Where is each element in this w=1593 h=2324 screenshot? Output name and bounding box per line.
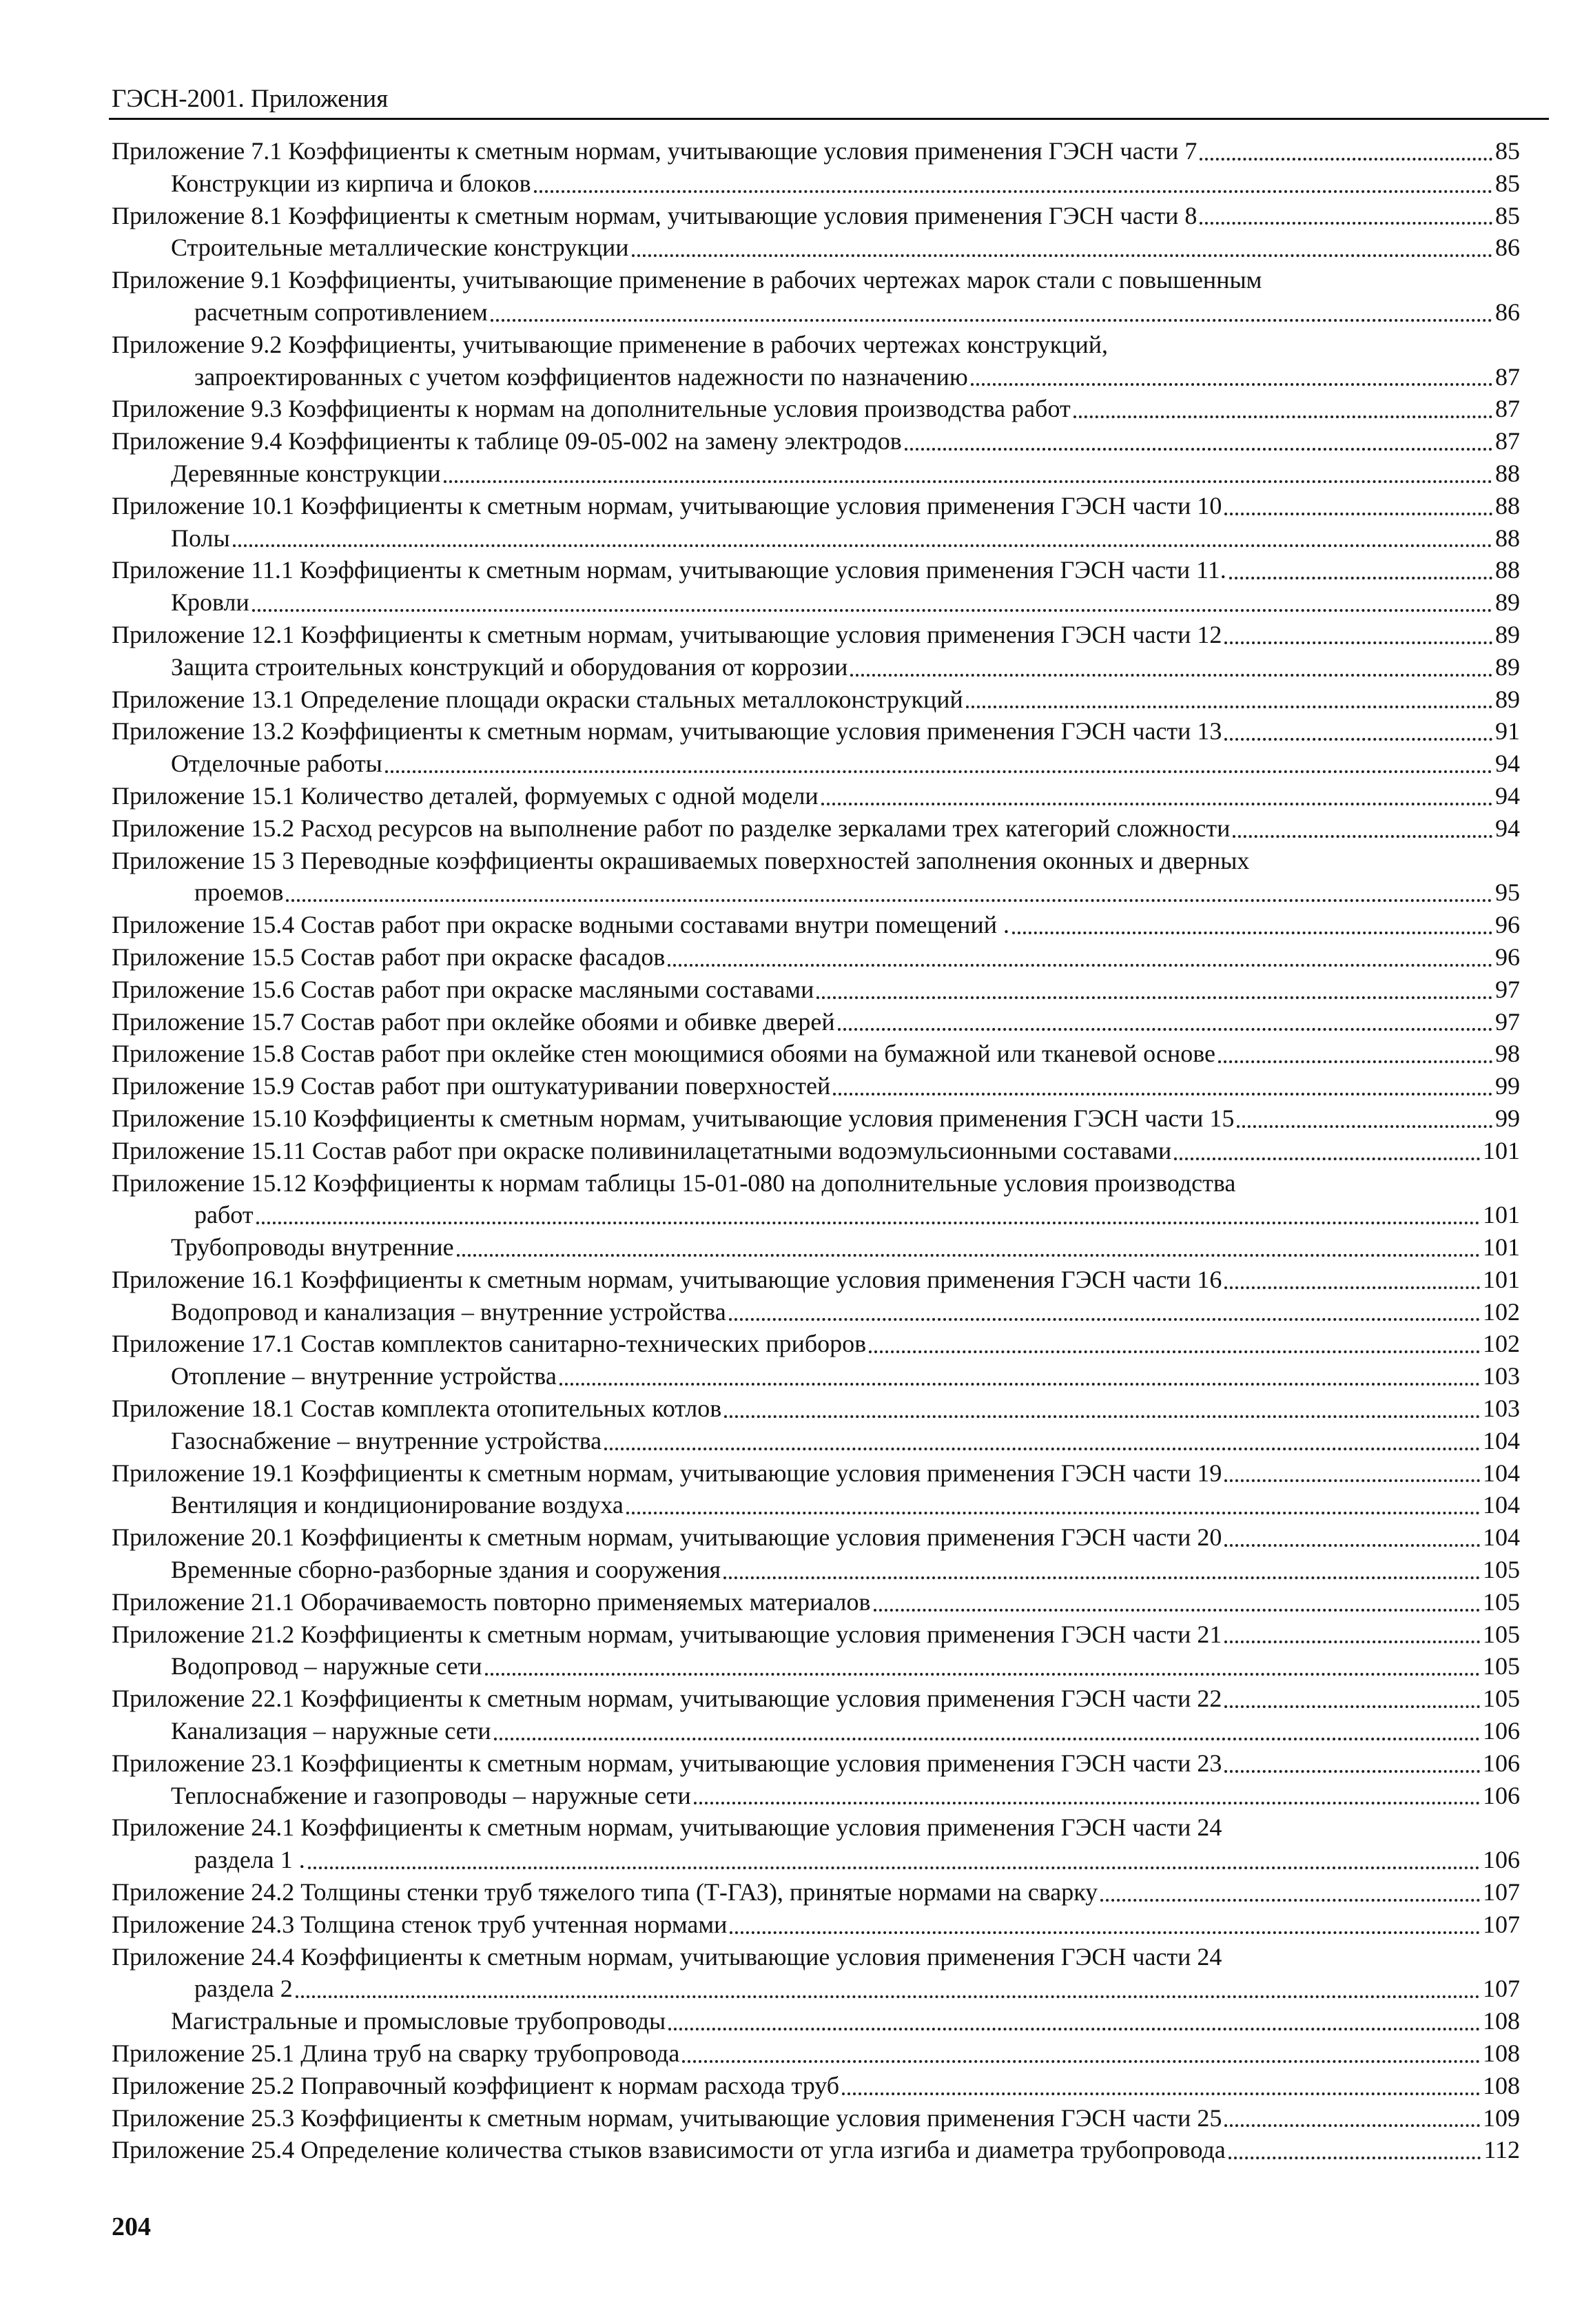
toc-entry <box>112 1909 1520 1941</box>
dot-leader <box>1012 931 1492 934</box>
dot-leader <box>1073 415 1492 418</box>
toc-entry <box>112 1102 1520 1135</box>
toc-entry-title: Приложение 25.3 Коэффициенты к сметным нормам, учитывающие условия применения ГЭСН части 25 <box>112 2104 1222 2132</box>
toc-entry-title: Конструкции из кирпича и блоков <box>171 169 531 197</box>
dot-leader <box>559 1382 1480 1386</box>
dot-leader <box>1224 1543 1480 1547</box>
dot-leader <box>1224 1479 1480 1482</box>
toc-entry-title: Отопление – внутренние устройства <box>171 1362 557 1390</box>
toc-entry-page: 91 <box>1495 717 1520 745</box>
toc-entry-title: Приложение 19.1 Коэффициенты к сметным нормам, учитывающие условия применения ГЭСН части 19 <box>112 1459 1222 1487</box>
toc-entry-page: 105 <box>1483 1685 1520 1713</box>
dot-leader <box>494 1737 1480 1740</box>
toc-entry-title: Вентиляция и кондиционирование воздуха <box>171 1491 624 1519</box>
toc-entry <box>112 1264 1520 1296</box>
dot-leader <box>668 963 1492 967</box>
dot-leader <box>682 2059 1480 2063</box>
toc-entry-page: 101 <box>1483 1233 1520 1262</box>
dot-leader <box>1233 834 1492 838</box>
toc-entry-title: Приложение 15.11 Состав работ при окраске поливинилацетатными водоэмульсионными составами <box>112 1136 1172 1164</box>
dot-leader <box>256 1221 1480 1224</box>
toc-entry-page: 89 <box>1495 652 1520 681</box>
dot-leader <box>816 996 1492 999</box>
toc-entry-page: 97 <box>1495 975 1520 1003</box>
dot-leader <box>724 1415 1480 1418</box>
dot-leader <box>1224 1286 1480 1289</box>
toc-entry-title-continued: запроектированных с учетом коэффициентов надежности по назначению <box>194 362 968 391</box>
toc-entry-page: 88 <box>1495 556 1520 584</box>
dot-leader <box>1100 1898 1480 1902</box>
dot-leader <box>821 802 1492 805</box>
toc-entry <box>112 2134 1520 2166</box>
toc-entry-page: 108 <box>1483 2039 1520 2068</box>
toc-entry-page: 88 <box>1495 491 1520 520</box>
toc-entry-page: 104 <box>1483 1459 1520 1487</box>
toc-section-entry <box>112 1489 1520 1521</box>
toc-entry-page: 94 <box>1495 781 1520 810</box>
toc-entry-page: 89 <box>1495 685 1520 713</box>
toc-entry-title: Приложение 21.2 Коэффициенты к сметным нормам, учитывающие условия применения ГЭСН части 21 <box>112 1620 1222 1648</box>
toc-entry-page: 89 <box>1495 620 1520 648</box>
dot-leader <box>1229 2156 1481 2159</box>
table-of-contents <box>112 135 1520 2166</box>
toc-entry-title: Приложение 16.1 Коэффициенты к сметным нормам, учитывающие условия применения ГЭСН части 16 <box>112 1265 1222 1293</box>
toc-entry-page: 105 <box>1483 1652 1520 1680</box>
toc-entry-title: Газоснабжение – внутренние устройства <box>171 1426 602 1454</box>
dot-leader <box>491 318 1492 322</box>
toc-entry <box>112 1747 1520 1780</box>
toc-entry <box>112 974 1520 1006</box>
toc-entry-page: 102 <box>1483 1330 1520 1358</box>
toc-entry-title: Приложение 24.3 Толщина стенок труб учтенная нормами <box>112 1910 728 1938</box>
toc-section-entry <box>112 1360 1520 1392</box>
toc-entry-page: 105 <box>1483 1556 1520 1584</box>
dot-leader <box>626 1511 1480 1514</box>
toc-entry-title: Приложение 13.1 Определение площади окраски стальных металлоконструкций <box>112 685 963 713</box>
dot-leader <box>444 480 1492 483</box>
dot-leader <box>1200 221 1492 225</box>
toc-entry-title: Приложение 17.1 Состав комплектов санитарно-технических приборов <box>112 1330 867 1358</box>
toc-entry <box>112 2102 1520 2135</box>
toc-entry-page: 85 <box>1495 201 1520 229</box>
toc-entry <box>112 941 1520 974</box>
toc-entry-page: 109 <box>1483 2104 1520 2132</box>
toc-entry-title: Приложение 24.1 Коэффициенты к сметным нормам, учитывающие условия применения ГЭСН части 24 <box>112 1813 1222 1842</box>
toc-entry-page: 103 <box>1483 1362 1520 1390</box>
toc-entry-continuation <box>112 361 1520 393</box>
dot-leader <box>1200 157 1492 161</box>
toc-entry-title: Приложение 24.4 Коэффициенты к сметным нормам, учитывающие условия применения ГЭСН части 24 <box>112 1942 1222 1971</box>
toc-entry-title: Приложение 15.2 Расход ресурсов на выполнение работ по разделке зеркалами трех категорий сложности <box>112 814 1231 842</box>
toc-entry-page: 87 <box>1495 362 1520 391</box>
toc-entry <box>112 1876 1520 1909</box>
toc-entry <box>112 683 1520 716</box>
dot-leader <box>966 705 1492 708</box>
toc-entry-title: Приложение 25.4 Определение количества стыков взависимости от угла изгиба и диаметра трубопровода <box>112 2136 1226 2164</box>
dot-leader <box>1224 1640 1480 1643</box>
toc-entry <box>112 1038 1520 1070</box>
toc-section-entry <box>112 2005 1520 2037</box>
toc-entry-title: Деревянные конструкции <box>171 459 441 487</box>
toc-entry <box>112 200 1520 232</box>
dot-leader <box>971 382 1492 386</box>
toc-entry <box>112 909 1520 941</box>
toc-entry-title: Приложение 11.1 Коэффициенты к сметным нормам, учитывающие условия применения ГЭСН части 11. <box>112 556 1226 584</box>
toc-entry-title: Приложение 25.1 Длина труб на сварку трубопровода <box>112 2039 680 2068</box>
toc-entry-title: Канализация – наружные сети <box>171 1717 491 1745</box>
toc-entry-page: 99 <box>1495 1072 1520 1100</box>
toc-entry <box>112 1392 1520 1425</box>
toc-entry <box>112 554 1520 586</box>
toc-entry-title: Приложение 18.1 Состав комплекта отопительных котлов <box>112 1395 722 1423</box>
toc-entry-title: Приложение 9.2 Коэффициенты, учитывающие применение в рабочих чертежах конструкций, <box>112 330 1109 358</box>
dot-leader <box>1237 1124 1492 1128</box>
toc-entry-continuation <box>112 876 1520 909</box>
dot-leader <box>833 1092 1492 1096</box>
dot-leader <box>308 1866 1480 1869</box>
toc-entry-page: 107 <box>1483 1878 1520 1906</box>
toc-section-entry <box>112 457 1520 490</box>
toc-entry-title: Приложение 9.3 Коэффициенты к нормам на дополнительные условия производства работ <box>112 395 1071 423</box>
toc-entry-title-continued: проемов <box>194 878 284 907</box>
dot-leader <box>1224 641 1492 644</box>
dot-leader <box>485 1672 1480 1676</box>
toc-entry-title: Отделочные работы <box>171 750 382 778</box>
toc-entry <box>112 1811 1520 1876</box>
dot-leader <box>1224 737 1492 741</box>
toc-entry <box>112 780 1520 812</box>
dot-leader <box>869 1350 1480 1353</box>
toc-entry <box>112 619 1520 651</box>
toc-entry-page: 101 <box>1483 1201 1520 1229</box>
toc-entry-page: 105 <box>1483 1620 1520 1648</box>
dot-leader <box>1229 576 1492 579</box>
toc-entry <box>112 845 1520 909</box>
page-number: 204 <box>112 2212 151 2241</box>
toc-entry-continuation <box>112 1199 1520 1231</box>
toc-section-entry <box>112 1425 1520 1457</box>
toc-entry-title: Строительные металлические конструкции <box>171 234 629 262</box>
toc-entry-title: Водопровод – наружные сети <box>171 1652 482 1680</box>
toc-entry-page: 101 <box>1483 1265 1520 1293</box>
toc-entry-page: 87 <box>1495 395 1520 423</box>
dot-leader <box>850 673 1492 677</box>
toc-section-entry <box>112 586 1520 619</box>
toc-entry-page: 97 <box>1495 1007 1520 1036</box>
toc-entry <box>112 1135 1520 1167</box>
dot-leader <box>1174 1157 1480 1160</box>
toc-section-entry <box>112 1554 1520 1586</box>
toc-section-entry <box>112 1231 1520 1264</box>
toc-entry <box>112 1167 1520 1232</box>
toc-entry-page: 104 <box>1483 1426 1520 1454</box>
dot-leader <box>534 189 1492 193</box>
dot-leader <box>874 1608 1481 1612</box>
toc-entry-title: Теплоснабжение и газопроводы – наружные сети <box>171 1781 691 1809</box>
toc-entry <box>112 1070 1520 1102</box>
toc-section-entry <box>112 748 1520 780</box>
toc-entry <box>112 812 1520 845</box>
dot-leader <box>694 1801 1480 1804</box>
running-header: ГЭСН-2001. Приложения <box>112 85 389 113</box>
toc-entry-title: Приложение 12.1 Коэффициенты к сметным нормам, учитывающие условия применения ГЭСН части 12 <box>112 620 1222 648</box>
toc-entry-title: Приложение 15.6 Состав работ при окраске масляными составами <box>112 975 814 1003</box>
toc-entry <box>112 490 1520 522</box>
toc-entry-page: 106 <box>1483 1749 1520 1777</box>
toc-section-entry <box>112 522 1520 555</box>
toc-entry-title: Приложение 22.1 Коэффициенты к сметным нормам, учитывающие условия применения ГЭСН части 22 <box>112 1685 1222 1713</box>
toc-entry <box>112 2037 1520 2070</box>
toc-entry-title: Трубопроводы внутренние <box>171 1233 454 1262</box>
dot-leader <box>1224 2124 1480 2127</box>
dot-leader <box>286 898 1492 902</box>
toc-entry-page: 96 <box>1495 943 1520 971</box>
toc-entry <box>112 425 1520 457</box>
toc-entry-title-continued: расчетным сопротивлением <box>194 298 488 326</box>
toc-entry-page: 106 <box>1483 1781 1520 1809</box>
toc-entry-page: 86 <box>1495 234 1520 262</box>
toc-entry-page: 101 <box>1483 1136 1520 1164</box>
toc-entry-page: 89 <box>1495 588 1520 617</box>
dot-leader <box>296 1995 1480 1998</box>
toc-section-entry <box>112 1650 1520 1683</box>
toc-entry-page: 99 <box>1495 1104 1520 1132</box>
toc-entry <box>112 2070 1520 2102</box>
toc-entry-title: Приложение 13.2 Коэффициенты к сметным нормам, учитывающие условия применения ГЭСН части 13 <box>112 717 1222 745</box>
toc-entry <box>112 135 1520 167</box>
dot-leader <box>1218 1060 1492 1063</box>
toc-entry-title: Приложение 10.1 Коэффициенты к сметным нормам, учитывающие условия применения ГЭСН части 10 <box>112 491 1222 520</box>
toc-entry-title: Приложение 20.1 Коэффициенты к сметным нормам, учитывающие условия применения ГЭСН части 20 <box>112 1523 1222 1552</box>
toc-entry-title: Полы <box>171 524 230 552</box>
toc-entry-page: 88 <box>1495 459 1520 487</box>
toc-entry-page: 104 <box>1483 1491 1520 1519</box>
toc-entry <box>112 1006 1520 1038</box>
toc-entry <box>112 264 1520 329</box>
toc-entry <box>112 1586 1520 1618</box>
toc-section-entry <box>112 1715 1520 1747</box>
dot-leader <box>842 2092 1480 2095</box>
toc-entry-title: Временные сборно-разборные здания и сооружения <box>171 1556 721 1584</box>
toc-entry-title: Приложение 15 3 Переводные коэффициенты окрашиваемых поверхностей заполнения оконных и дверных <box>112 846 1250 874</box>
toc-entry-title: Приложение 15.4 Состав работ при окраске водными составами внутри помещений . <box>112 911 1009 939</box>
dot-leader <box>385 770 1492 773</box>
toc-entry-page: 88 <box>1495 524 1520 552</box>
toc-entry-title: Приложение 7.1 Коэффициенты к сметным нормам, учитывающие условия применения ГЭСН части 7 <box>112 137 1198 165</box>
toc-entry-title: Приложение 8.1 Коэффициенты к сметным нормам, учитывающие условия применения ГЭСН части 8 <box>112 201 1198 229</box>
toc-entry <box>112 329 1520 393</box>
toc-entry-title: Приложение 9.1 Коэффициенты, учитывающие применение в рабочих чертежах марок стали с повышенным <box>112 266 1262 294</box>
toc-entry-title: Приложение 23.1 Коэффициенты к сметным нормам, учитывающие условия применения ГЭСН части 23 <box>112 1749 1222 1777</box>
dot-leader <box>252 608 1492 612</box>
toc-entry-page: 112 <box>1483 2136 1520 2164</box>
toc-section-entry <box>112 1780 1520 1812</box>
dot-leader <box>632 254 1492 257</box>
toc-entry-title: Приложение 15.1 Количество деталей, формуемых с одной модели <box>112 781 819 810</box>
dot-leader <box>668 2027 1480 2030</box>
toc-section-entry <box>112 167 1520 200</box>
dot-leader <box>905 447 1492 451</box>
toc-entry-title-continued: работ <box>194 1201 254 1229</box>
toc-entry-page: 94 <box>1495 750 1520 778</box>
toc-entry-title: Приложение 24.2 Толщины стенки труб тяжелого типа (Т-ГАЗ), принятые нормами на сварку <box>112 1878 1098 1906</box>
toc-entry <box>112 1941 1520 2006</box>
toc-entry-page: 105 <box>1483 1587 1520 1616</box>
toc-entry-page: 104 <box>1483 1523 1520 1552</box>
dot-leader <box>233 544 1492 547</box>
toc-entry-page: 98 <box>1495 1040 1520 1068</box>
toc-entry-page: 94 <box>1495 814 1520 842</box>
toc-entry-page: 87 <box>1495 427 1520 455</box>
toc-entry-page: 106 <box>1483 1846 1520 1874</box>
toc-entry <box>112 1521 1520 1554</box>
toc-entry-continuation <box>112 1844 1520 1876</box>
toc-entry-page: 96 <box>1495 911 1520 939</box>
toc-entry-page: 108 <box>1483 2071 1520 2099</box>
dot-leader <box>723 1576 1480 1579</box>
toc-entry-title: Водопровод и канализация – внутренние устройства <box>171 1297 726 1326</box>
toc-entry <box>112 1618 1520 1651</box>
toc-entry-title: Приложение 15.9 Состав работ при оштукатуривании поверхностей <box>112 1072 831 1100</box>
toc-entry-title: Приложение 15.5 Состав работ при окраске фасадов <box>112 943 666 971</box>
toc-entry <box>112 715 1520 748</box>
toc-entry-title: Приложение 9.4 Коэффициенты к таблице 09-05-002 на замену электродов <box>112 427 902 455</box>
toc-entry-page: 102 <box>1483 1297 1520 1326</box>
toc-entry-title: Приложение 15.12 Коэффициенты к нормам таблицы 15-01-080 на дополнительные условия производства <box>112 1169 1236 1197</box>
toc-entry-page: 107 <box>1483 1975 1520 2003</box>
toc-entry-page: 107 <box>1483 1910 1520 1938</box>
toc-entry-title: Приложение 15.10 Коэффициенты к сметным нормам, учитывающие условия применения ГЭСН части 15 <box>112 1104 1235 1132</box>
toc-entry <box>112 1328 1520 1360</box>
toc-entry-continuation <box>112 296 1520 329</box>
toc-entry-continuation <box>112 1973 1520 2005</box>
toc-entry-title-continued: раздела 2 <box>194 1975 293 2003</box>
toc-entry-title: Магистральные и промысловые трубопроводы <box>171 2007 666 2035</box>
dot-leader <box>604 1447 1480 1450</box>
toc-entry-title: Приложение 21.1 Оборачиваемость повторно применяемых материалов <box>112 1587 871 1616</box>
toc-entry-page: 85 <box>1495 169 1520 197</box>
toc-section-entry <box>112 232 1520 264</box>
dot-leader <box>729 1317 1480 1321</box>
toc-entry-page: 106 <box>1483 1717 1520 1745</box>
dot-leader <box>1224 1705 1480 1708</box>
toc-section-entry <box>112 1296 1520 1328</box>
dot-leader <box>838 1027 1492 1031</box>
toc-section-entry <box>112 651 1520 683</box>
header-rule <box>109 118 1549 120</box>
toc-entry-page: 85 <box>1495 137 1520 165</box>
toc-entry-page: 86 <box>1495 298 1520 326</box>
dot-leader <box>1224 1769 1480 1773</box>
toc-entry-title: Приложение 25.2 Поправочный коэффициент к нормам расхода труб <box>112 2071 840 2099</box>
dot-leader <box>730 1931 1480 1934</box>
toc-entry <box>112 1457 1520 1490</box>
toc-entry-title: Защита строительных конструкций и оборудования от коррозии <box>171 652 848 681</box>
toc-entry <box>112 393 1520 425</box>
toc-entry <box>112 1683 1520 1715</box>
toc-entry-page: 108 <box>1483 2007 1520 2035</box>
toc-entry-title-continued: раздела 1 . <box>194 1846 305 1874</box>
toc-entry-page: 103 <box>1483 1395 1520 1423</box>
toc-entry-page: 95 <box>1495 878 1520 907</box>
dot-leader <box>1224 512 1492 515</box>
dot-leader <box>457 1253 1480 1257</box>
toc-entry-title: Кровли <box>171 588 249 617</box>
toc-entry-title: Приложение 15.8 Состав работ при оклейке стен моющимися обоями на бумажной или тканевой основе <box>112 1040 1215 1068</box>
toc-entry-title: Приложение 15.7 Состав работ при оклейке обоями и обивке дверей <box>112 1007 835 1036</box>
